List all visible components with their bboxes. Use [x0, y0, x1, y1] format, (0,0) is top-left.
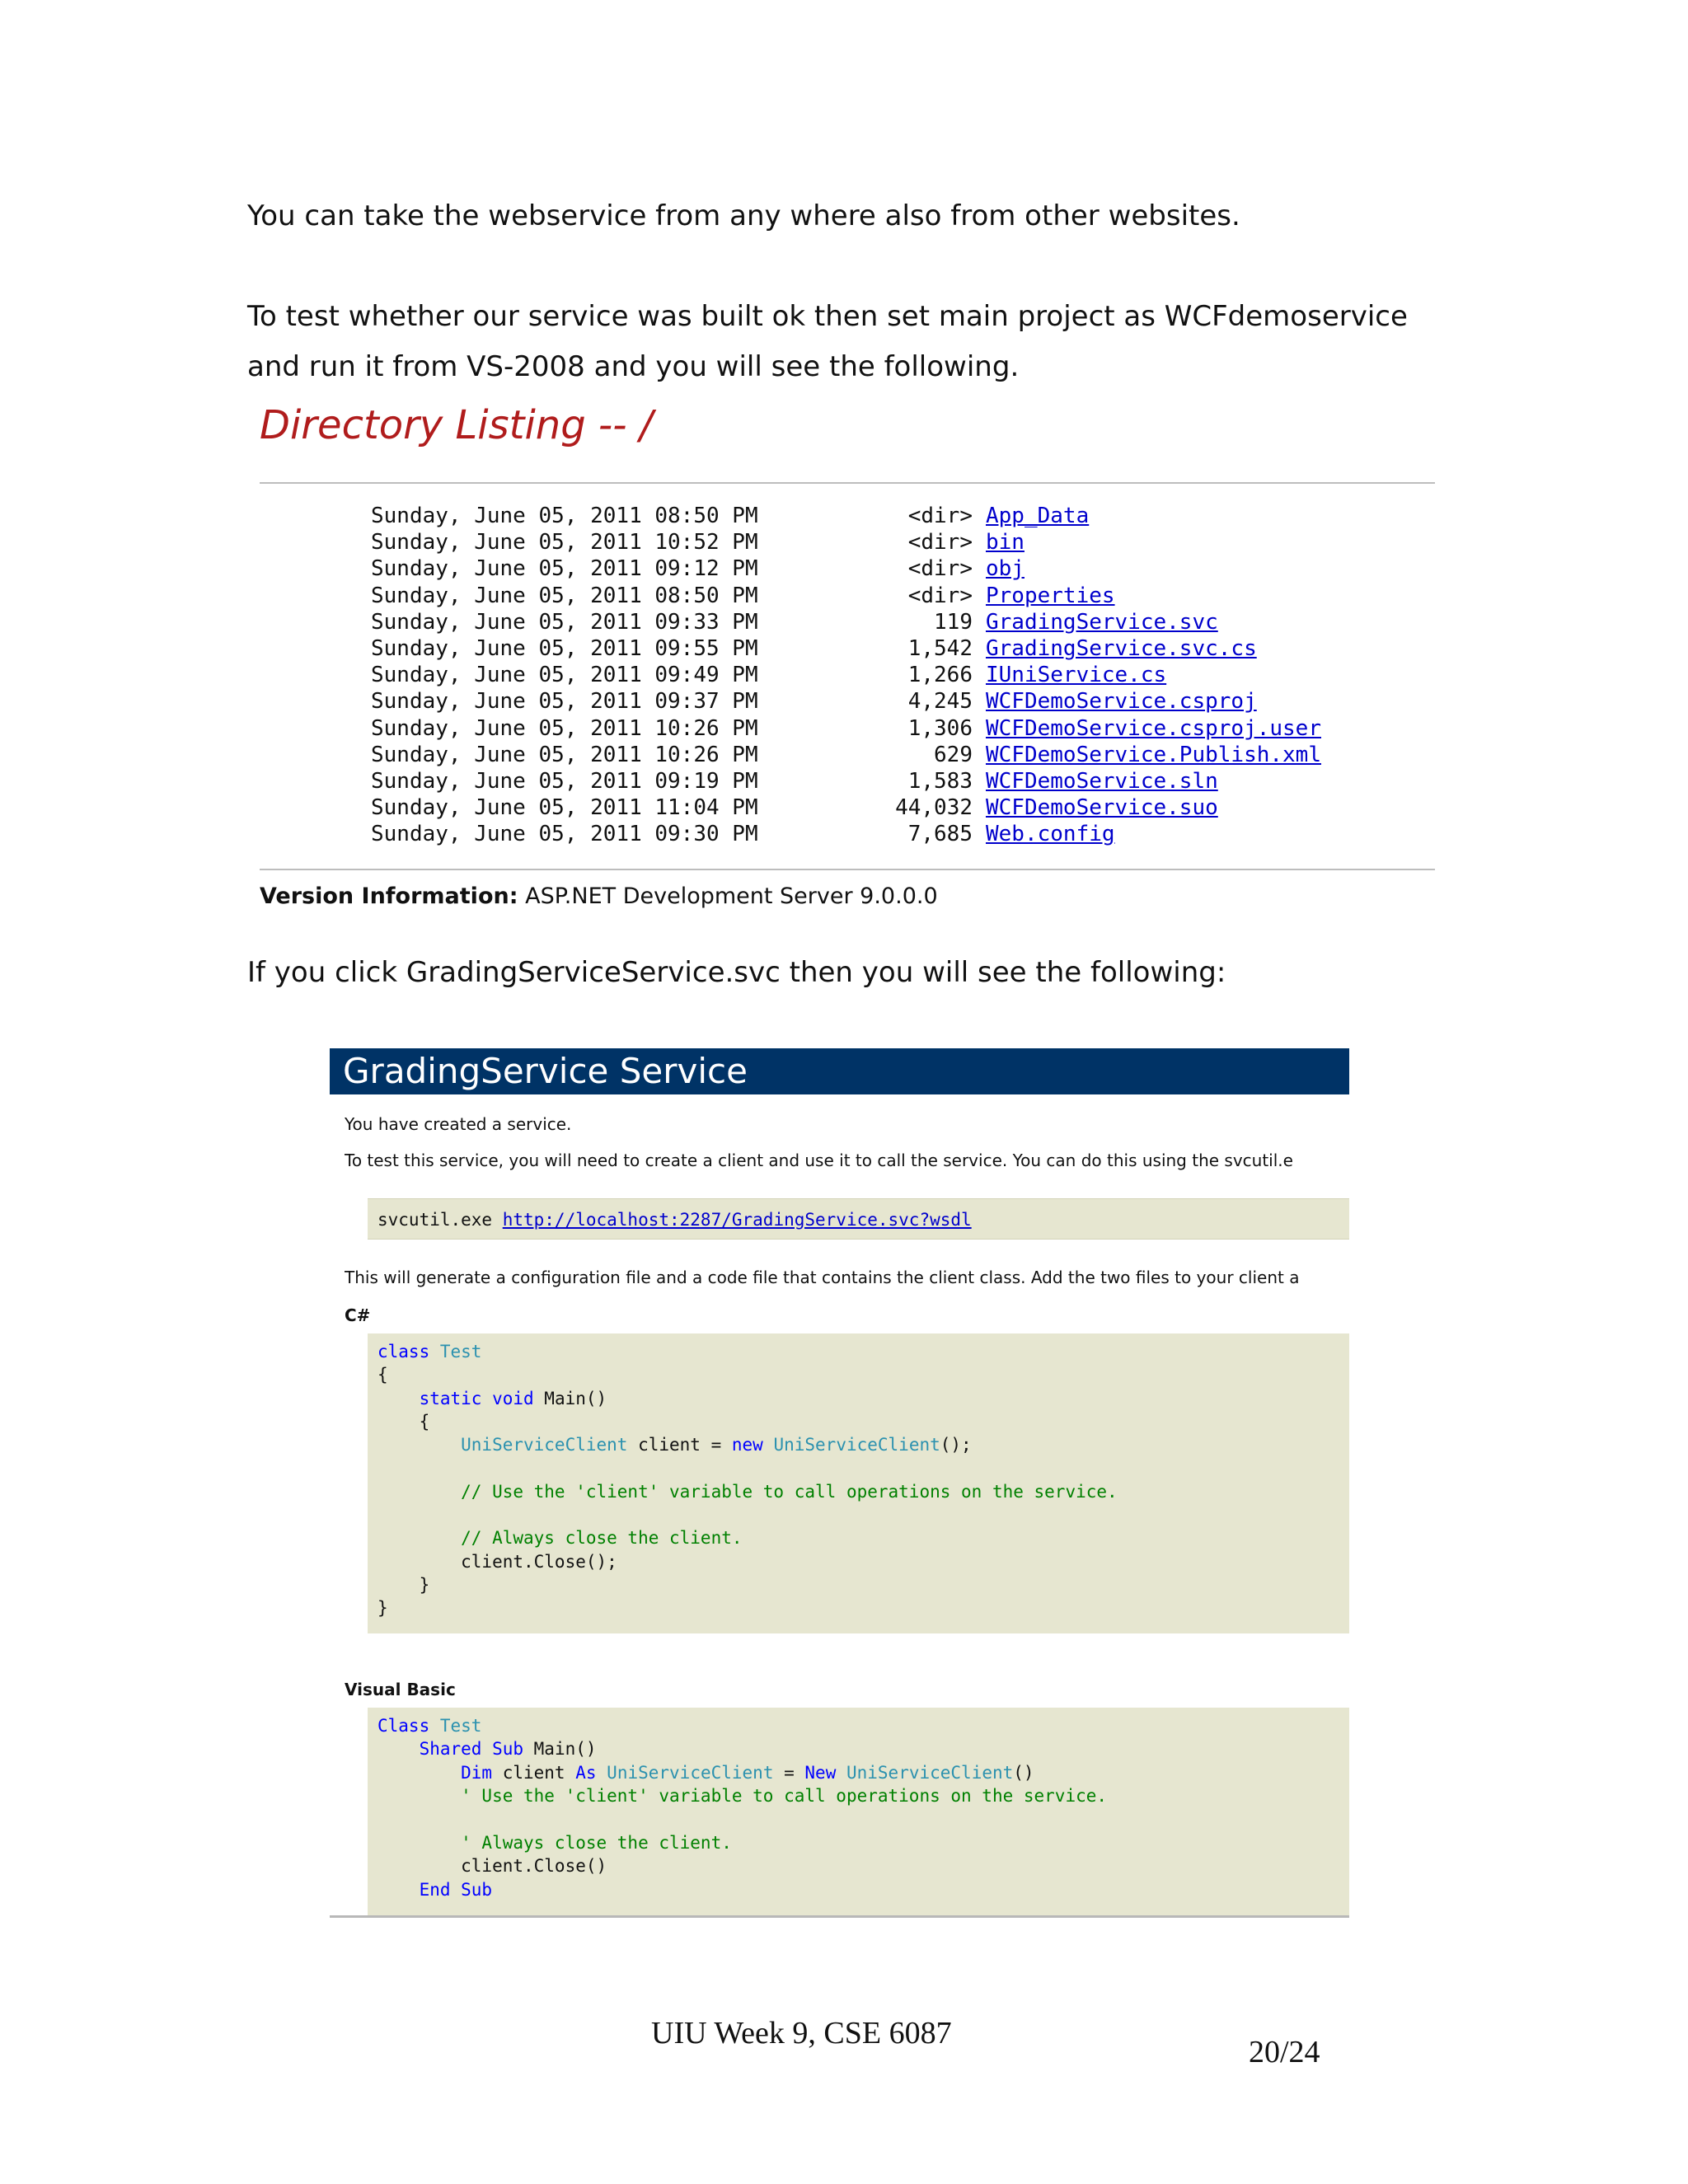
directory-row	[371, 503, 1321, 529]
file-link[interactable]: WCFDemoService.suo	[986, 795, 1218, 821]
test-instructions-paragraph	[247, 292, 1408, 392]
directory-row	[371, 742, 1321, 768]
file-date: Sunday, June 05, 2011 09:30 PM	[371, 822, 758, 847]
file-size: 7,685	[907, 822, 973, 847]
code-comment-line: ' Always close the client.	[377, 1832, 732, 1853]
service-created-text: You have created a service.	[345, 1114, 572, 1134]
version-label: Version Information:	[260, 883, 518, 909]
code-line: Shared Sub Main()	[377, 1739, 597, 1760]
file-size: 1,542	[907, 635, 973, 661]
file-size: 44,032	[895, 795, 973, 821]
file-date: Sunday, June 05, 2011 11:04 PM	[371, 795, 758, 821]
directory-row	[371, 768, 1321, 794]
directory-row	[371, 821, 1321, 847]
file-date: Sunday, June 05, 2011 08:50 PM	[371, 583, 758, 608]
test-instructions-line-2: and run it from VS-2008 and you will see the following.	[247, 350, 1020, 383]
visual-basic-label: Visual Basic	[345, 1680, 456, 1699]
file-link[interactable]: IUniService.cs	[986, 663, 1167, 688]
directory-row	[371, 583, 1321, 609]
file-size: 119	[934, 609, 973, 635]
code-comment-line: // Use the 'client' variable to call operations on the service.	[377, 1481, 1118, 1502]
file-date: Sunday, June 05, 2011 09:12 PM	[371, 556, 758, 582]
csharp-code-block	[368, 1333, 1349, 1633]
code-line-blank	[377, 1808, 1339, 1831]
file-size: 629	[934, 742, 973, 767]
directory-row	[371, 688, 1321, 715]
file-date: Sunday, June 05, 2011 10:26 PM	[371, 742, 758, 767]
directory-row	[371, 715, 1321, 742]
code-line: class Test	[377, 1342, 482, 1361]
intro-paragraph: You can take the webservice from any where also from other websites.	[247, 199, 1240, 232]
code-line: Dim client As UniServiceClient = New UniServiceClient()	[377, 1762, 1034, 1783]
screenshot-bottom-edge	[330, 1915, 1349, 1918]
code-line: client.Close()	[377, 1856, 607, 1877]
code-line: {	[377, 1411, 430, 1432]
file-link[interactable]: Properties	[986, 583, 1115, 608]
svcutil-command: svcutil.exe	[377, 1210, 503, 1230]
code-comment-line: // Always close the client.	[377, 1528, 743, 1549]
file-size: <dir>	[907, 504, 973, 528]
svcutil-command-box	[368, 1198, 1349, 1240]
file-link[interactable]: WCFDemoService.csproj	[986, 689, 1257, 715]
service-test-text: To test this service, you will need to create a client and use it to call the service. You can do this using the svcutil.e	[345, 1151, 1293, 1170]
file-date: Sunday, June 05, 2011 09:49 PM	[371, 663, 758, 688]
file-link[interactable]: GradingService.svc.cs	[986, 635, 1257, 661]
directory-listing	[371, 503, 1321, 847]
directory-listing-title: Directory Listing -- /	[260, 402, 653, 448]
file-link[interactable]: Web.config	[986, 822, 1115, 847]
click-instructions-paragraph: If you click GradingServiceService.svc then you will see the following:	[247, 956, 1226, 989]
csharp-label: C#	[345, 1305, 371, 1325]
code-line-blank	[377, 1503, 1339, 1526]
file-size: 1,306	[907, 715, 973, 741]
code-line-blank	[377, 1456, 1339, 1479]
file-size: 1,266	[907, 663, 973, 688]
version-value: ASP.NET Development Server 9.0.0.0	[518, 883, 938, 909]
test-instructions-line-1: To test whether our service was built ok then set main project as WCFdemoservice	[247, 300, 1408, 333]
code-line: End Sub	[377, 1879, 493, 1900]
file-date: Sunday, June 05, 2011 09:37 PM	[371, 689, 758, 715]
code-comment-line: ' Use the 'client' variable to call operations on the service.	[377, 1786, 1108, 1807]
file-date: Sunday, June 05, 2011 09:33 PM	[371, 609, 758, 635]
file-link[interactable]: GradingService.svc	[986, 609, 1218, 635]
file-size: 4,245	[907, 689, 973, 715]
divider-bottom	[260, 869, 1435, 870]
divider-top	[260, 482, 1435, 484]
file-date: Sunday, June 05, 2011 08:50 PM	[371, 504, 758, 528]
file-link[interactable]: WCFDemoService.csproj.user	[986, 715, 1321, 741]
file-date: Sunday, June 05, 2011 09:19 PM	[371, 768, 758, 794]
version-information	[260, 883, 938, 909]
service-title-bar: GradingService Service	[330, 1048, 1349, 1094]
file-link[interactable]: bin	[986, 530, 1025, 555]
directory-row	[371, 662, 1321, 688]
directory-row	[371, 794, 1321, 821]
code-line: {	[377, 1365, 388, 1385]
file-link[interactable]: WCFDemoService.Publish.xml	[986, 742, 1321, 767]
service-page-screenshot	[330, 1048, 1349, 1927]
code-line: static void Main()	[377, 1388, 607, 1408]
config-generation-text: This will generate a configuration file and a code file that contains the client class. Add the two files to your client a	[345, 1268, 1300, 1287]
page-number: 20/24	[1249, 2035, 1320, 2069]
file-size: 1,583	[907, 768, 973, 794]
file-link[interactable]: obj	[986, 556, 1025, 582]
file-size: <dir>	[907, 530, 973, 555]
file-link[interactable]: App_Data	[986, 504, 1090, 528]
visual-basic-code-block	[368, 1708, 1349, 1917]
footer-course: UIU Week 9, CSE 6087	[651, 2016, 952, 2050]
code-line: }	[377, 1574, 430, 1595]
directory-row	[371, 609, 1321, 635]
file-size: <dir>	[907, 556, 973, 582]
file-date: Sunday, June 05, 2011 10:52 PM	[371, 530, 758, 555]
directory-row	[371, 529, 1321, 555]
code-line: client.Close();	[377, 1551, 617, 1572]
file-link[interactable]: WCFDemoService.sln	[986, 768, 1218, 794]
file-size: <dir>	[907, 583, 973, 608]
directory-row	[371, 635, 1321, 662]
code-line: UniServiceClient client = new UniServiceClient();	[377, 1435, 972, 1455]
file-date: Sunday, June 05, 2011 10:26 PM	[371, 715, 758, 741]
code-line: Class Test	[377, 1716, 482, 1736]
wsdl-link[interactable]: http://localhost:2287/GradingService.svc?wsdl	[502, 1210, 972, 1230]
directory-row	[371, 555, 1321, 582]
file-date: Sunday, June 05, 2011 09:55 PM	[371, 635, 758, 661]
code-line: }	[377, 1598, 388, 1619]
